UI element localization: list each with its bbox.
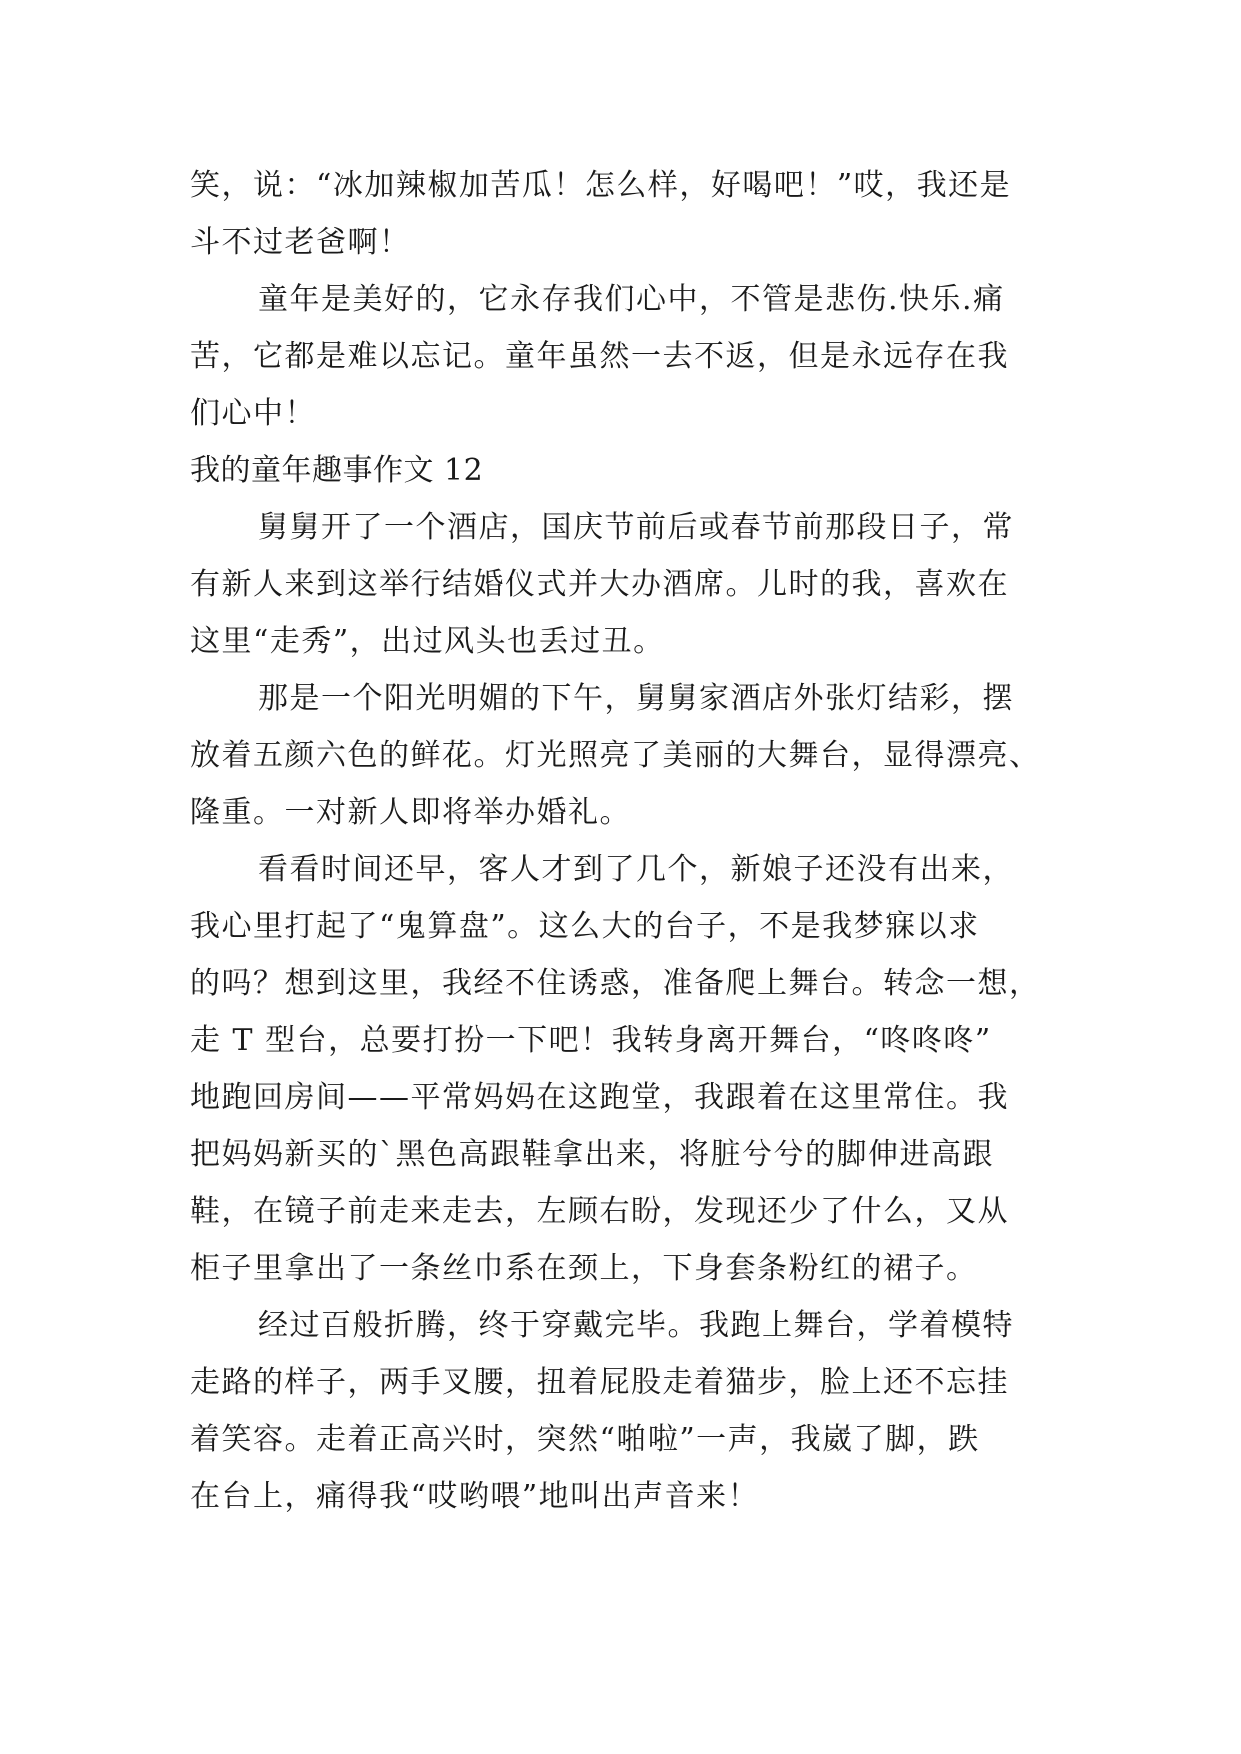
text-line: 舅舅开了一个酒店，国庆节前后或春节前那段日子，常 bbox=[258, 510, 1014, 545]
text-line: 这里“走秀”，出过风头也丢过丑。 bbox=[190, 624, 665, 659]
text-line: 的吗？想到这里，我经不住诱惑，准备爬上舞台。转念一想， bbox=[190, 966, 1041, 1001]
text-line: 斗不过老爸啊！ bbox=[190, 225, 411, 260]
text-line: 走 T 型台，总要打扮一下吧！我转身离开舞台，“咚咚咚” bbox=[190, 1023, 992, 1058]
text-line: 笑，说：“冰加辣椒加苦瓜！怎么样，好喝吧！”哎，我还是 bbox=[190, 168, 1012, 203]
text-line: 我心里打起了“鬼算盘”。这么大的台子，不是我梦寐以求 bbox=[190, 909, 980, 944]
text-line: 走路的样子，两手叉腰，扭着屁股走着猫步，脸上还不忘挂 bbox=[190, 1365, 1009, 1400]
text-line: 们心中！ bbox=[190, 396, 316, 431]
text-line: 在台上，痛得我“哎哟喂”地叫出声音来！ bbox=[190, 1479, 760, 1514]
text-line: 看看时间还早，客人才到了几个，新娘子还没有出来， bbox=[258, 852, 1014, 887]
text-line: 放着五颜六色的鲜花。灯光照亮了美丽的大舞台，显得漂亮、 bbox=[190, 738, 1041, 773]
text-line: 苦，它都是难以忘记。童年虽然一去不返，但是永远存在我 bbox=[190, 339, 1009, 374]
text-line: 着笑容。走着正高兴时，突然“啪啦”一声，我崴了脚，跌 bbox=[190, 1422, 980, 1457]
text-line: 童年是美好的，它永存我们心中，不管是悲伤.快乐.痛 bbox=[258, 282, 1005, 317]
text-line: 经过百般折腾，终于穿戴完毕。我跑上舞台，学着模特 bbox=[258, 1308, 1014, 1343]
text-line: 鞋，在镜子前走来走去，左顾右盼，发现还少了什么，又从 bbox=[190, 1194, 1009, 1229]
text-line: 地跑回房间——平常妈妈在这跑堂，我跟着在这里常住。我 bbox=[190, 1080, 1009, 1115]
text-line: 柜子里拿出了一条丝巾系在颈上，下身套条粉红的裙子。 bbox=[190, 1251, 978, 1286]
text-line: 那是一个阳光明媚的下午，舅舅家酒店外张灯结彩，摆 bbox=[258, 681, 1014, 716]
text-line: 把妈妈新买的`黑色高跟鞋拿出来，将脏兮兮的脚伸进高跟 bbox=[190, 1137, 994, 1172]
section-heading: 我的童年趣事作文 12 bbox=[190, 453, 484, 488]
text-line: 有新人来到这举行结婚仪式并大办酒席。儿时的我，喜欢在 bbox=[190, 567, 1009, 602]
text-line: 隆重。一对新人即将举办婚礼。 bbox=[190, 795, 631, 830]
